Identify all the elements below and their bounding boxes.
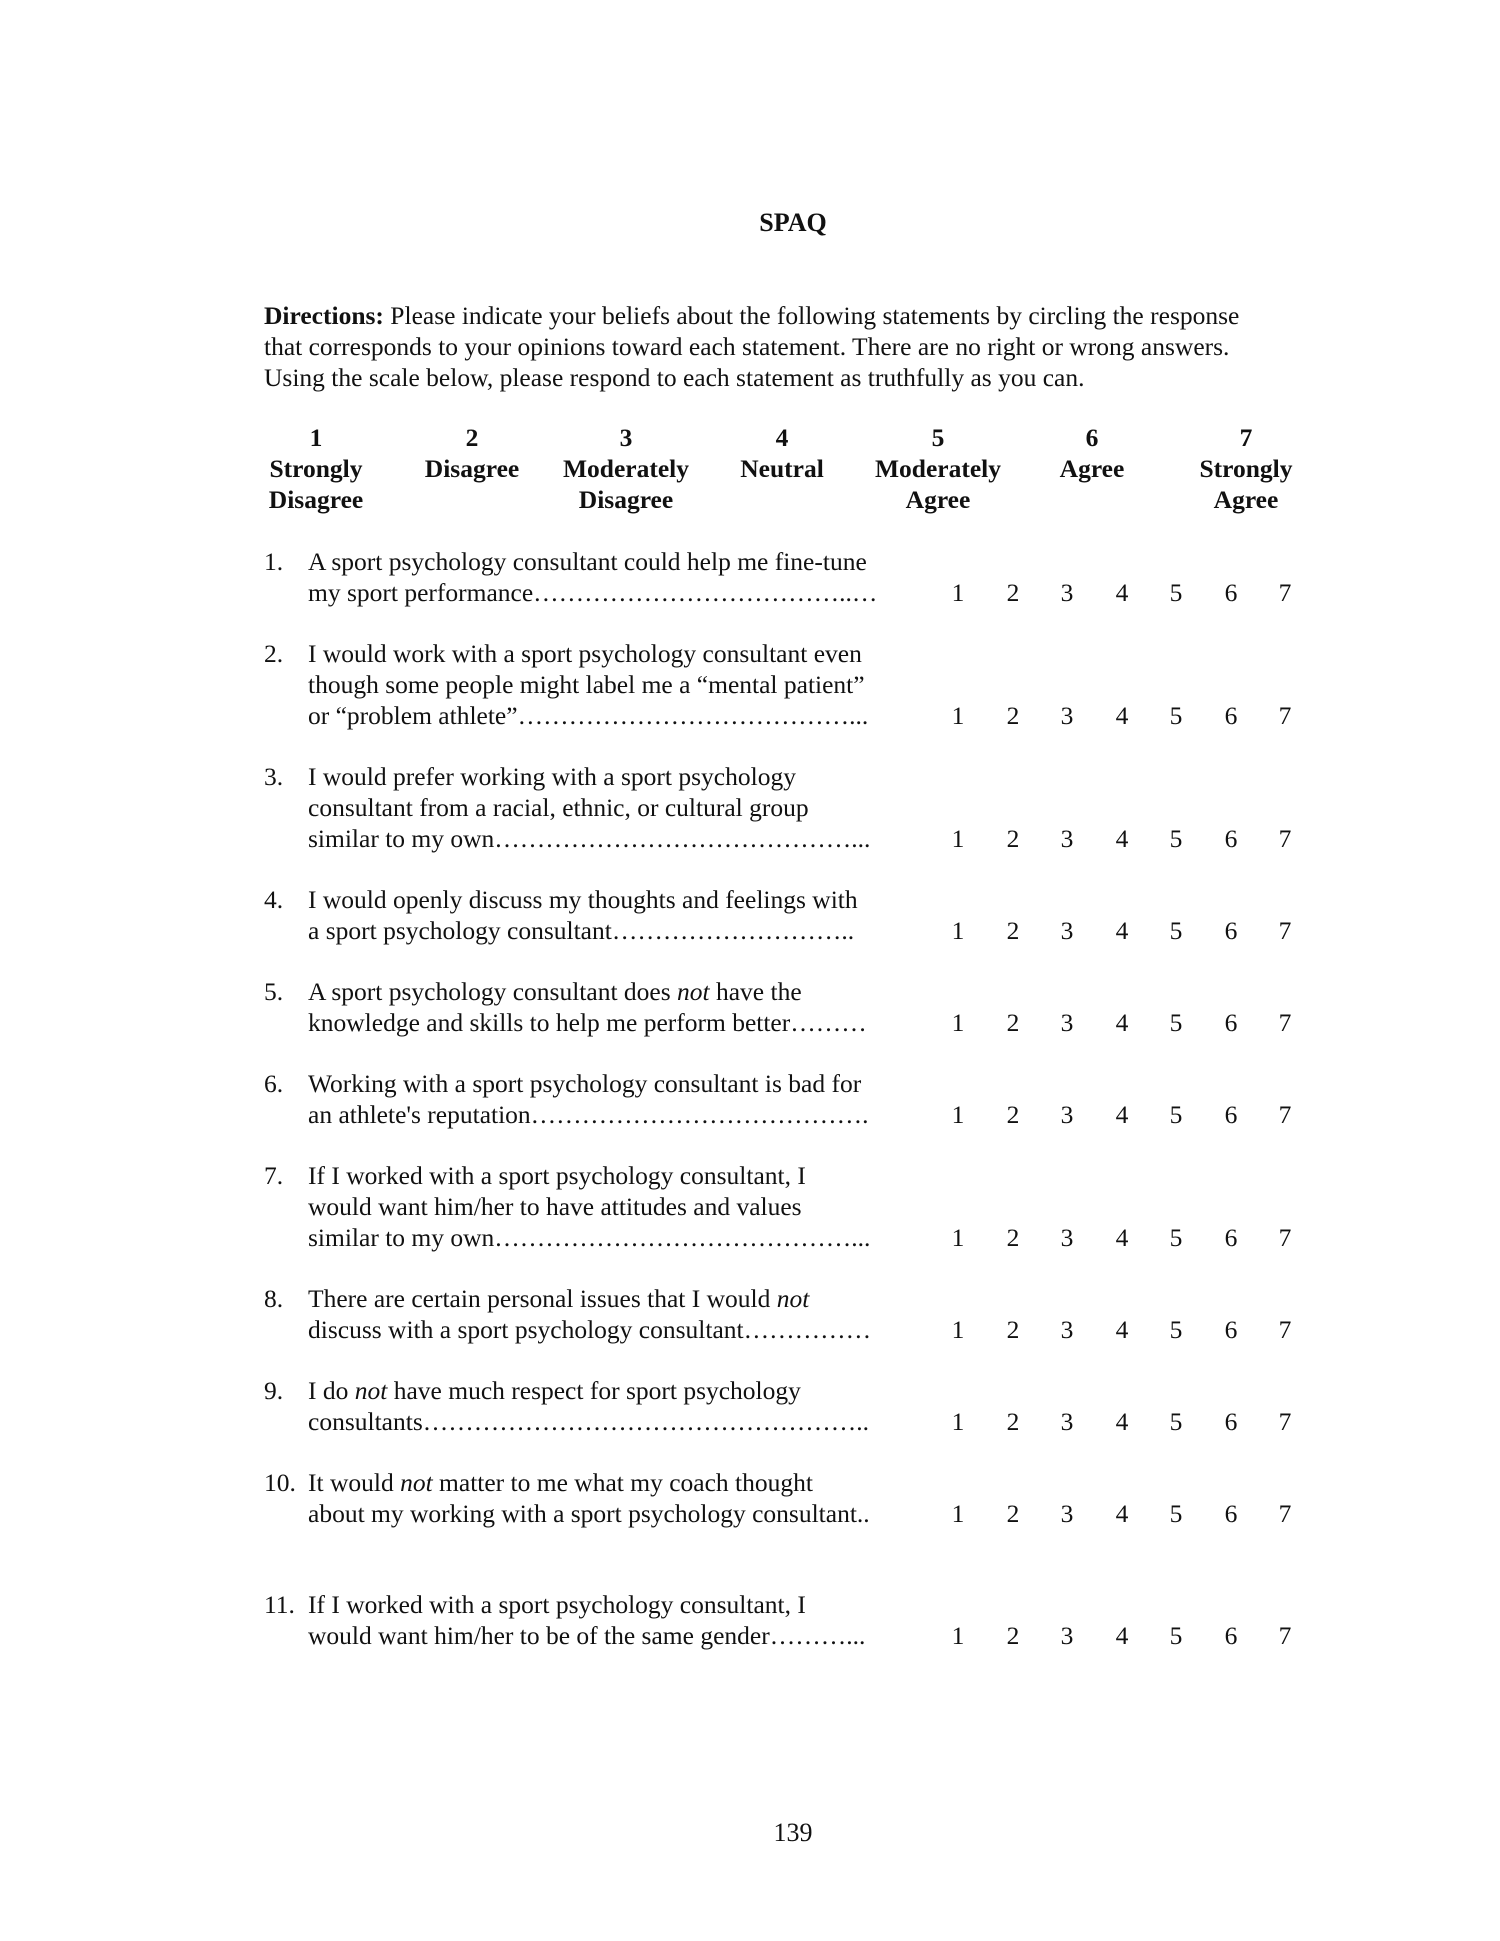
response-options xyxy=(264,700,1344,731)
scale-label: Agree xyxy=(1059,454,1125,483)
scale-label-2: Agree xyxy=(1213,485,1279,514)
response-option-3[interactable]: 3 xyxy=(1060,1499,1074,1528)
question-text-segment: discuss with a sport psychology consultant…………… xyxy=(308,1315,872,1344)
response-option-2[interactable]: 2 xyxy=(1006,701,1020,730)
question-item-7 xyxy=(264,1160,1344,1253)
response-option-4[interactable]: 4 xyxy=(1115,1008,1129,1037)
scale-point-5 xyxy=(875,422,1001,515)
response-option-3[interactable]: 3 xyxy=(1060,1008,1074,1037)
question-text-segment: A sport psychology consultant does xyxy=(308,977,678,1006)
response-option-6[interactable]: 6 xyxy=(1224,916,1238,945)
question-text-segment: I would prefer working with a sport psychology xyxy=(308,762,796,791)
response-options xyxy=(264,1099,1344,1130)
question-text-segment: have the xyxy=(709,977,802,1006)
response-option-7[interactable]: 7 xyxy=(1278,1407,1292,1436)
response-option-1[interactable]: 1 xyxy=(951,1407,965,1436)
response-option-6[interactable]: 6 xyxy=(1224,1407,1238,1436)
question-text-segment: consultant from a racial, ethnic, or cultural group xyxy=(308,793,809,822)
response-option-2[interactable]: 2 xyxy=(1006,1407,1020,1436)
question-number: 9. xyxy=(264,1376,284,1405)
question-text-segment: about my working with a sport psychology consultant.. xyxy=(308,1499,870,1528)
question-item-2 xyxy=(264,638,1344,731)
response-option-3[interactable]: 3 xyxy=(1060,578,1074,607)
scale-label: Moderately xyxy=(562,454,690,483)
question-text-segment: consultants…………………………………………….. xyxy=(308,1407,869,1436)
emphasis-not: not xyxy=(400,1468,433,1497)
response-option-3[interactable]: 3 xyxy=(1060,701,1074,730)
question-number: 1. xyxy=(264,547,284,576)
response-option-1[interactable]: 1 xyxy=(951,1100,965,1129)
question-item-3 xyxy=(264,761,1344,854)
question-item-5 xyxy=(264,976,1344,1038)
question-text-segment: If I worked with a sport psychology consultant, I xyxy=(308,1590,806,1619)
emphasis-not: not xyxy=(354,1376,388,1405)
response-option-5[interactable]: 5 xyxy=(1169,1315,1183,1344)
question-text-line xyxy=(308,1160,968,1191)
question-text-line xyxy=(308,669,968,700)
question-text-line xyxy=(308,792,968,823)
response-option-3[interactable]: 3 xyxy=(1060,1621,1074,1650)
response-option-5[interactable]: 5 xyxy=(1169,1100,1183,1129)
scale-label: Strongly xyxy=(1199,454,1293,483)
response-option-4[interactable]: 4 xyxy=(1115,578,1129,607)
response-option-7[interactable]: 7 xyxy=(1278,1008,1292,1037)
response-option-1[interactable]: 1 xyxy=(951,1499,965,1528)
scale-label: Moderately xyxy=(874,454,1002,483)
question-item-6 xyxy=(264,1068,1344,1130)
question-text-segment: my sport performance………………………………..… xyxy=(308,578,878,607)
response-option-3[interactable]: 3 xyxy=(1060,1100,1074,1129)
question-text-line xyxy=(308,638,968,669)
scale-label: Neutral xyxy=(740,454,824,483)
question-text-segment: or “problem athlete”…………………………………... xyxy=(308,701,869,730)
response-option-4[interactable]: 4 xyxy=(1115,701,1129,730)
question-number: 4. xyxy=(264,885,284,914)
scale-number: 4 xyxy=(775,423,789,452)
response-option-1[interactable]: 1 xyxy=(951,1008,965,1037)
question-text-line xyxy=(308,546,968,577)
response-option-3[interactable]: 3 xyxy=(1060,916,1074,945)
scale-number: 6 xyxy=(1085,423,1099,452)
response-option-4[interactable]: 4 xyxy=(1115,1499,1129,1528)
directions-label: Directions: xyxy=(264,301,384,330)
response-option-5[interactable]: 5 xyxy=(1169,824,1183,853)
question-text-segment: matter to me what my coach thought xyxy=(432,1468,813,1497)
response-option-2[interactable]: 2 xyxy=(1006,916,1020,945)
question-text-segment: I would openly discuss my thoughts and feelings with xyxy=(308,885,858,914)
response-option-6[interactable]: 6 xyxy=(1224,1499,1238,1528)
question-text-line xyxy=(308,976,968,1007)
question-item-1 xyxy=(264,546,1344,608)
scale-label-2: Disagree xyxy=(268,485,364,514)
question-number: 8. xyxy=(264,1284,284,1313)
response-option-2[interactable]: 2 xyxy=(1006,1315,1020,1344)
scale-point-7 xyxy=(1199,422,1292,515)
response-option-1[interactable]: 1 xyxy=(951,916,965,945)
question-number: 3. xyxy=(264,762,284,791)
response-option-6[interactable]: 6 xyxy=(1224,578,1238,607)
scale-point-3 xyxy=(563,422,689,515)
question-text-segment: would want him/her to have attitudes and values xyxy=(308,1192,802,1221)
question-text-segment: knowledge and skills to help me perform better……… xyxy=(308,1008,867,1037)
response-option-2[interactable]: 2 xyxy=(1006,1499,1020,1528)
response-option-7[interactable]: 7 xyxy=(1278,824,1292,853)
response-options xyxy=(264,915,1344,946)
response-option-6[interactable]: 6 xyxy=(1224,824,1238,853)
scale-label-2: Disagree xyxy=(578,485,674,514)
response-option-4[interactable]: 4 xyxy=(1115,1315,1129,1344)
emphasis-not: not xyxy=(677,977,710,1006)
question-text-line xyxy=(308,1375,968,1406)
question-number: 5. xyxy=(264,977,284,1006)
response-options xyxy=(264,1222,1344,1253)
question-item-11 xyxy=(264,1589,1344,1651)
question-number: 11. xyxy=(264,1590,295,1619)
question-text-line xyxy=(308,1467,968,1498)
response-option-2[interactable]: 2 xyxy=(1006,1100,1020,1129)
question-item-9 xyxy=(264,1375,1344,1437)
response-option-7[interactable]: 7 xyxy=(1278,1100,1292,1129)
response-option-4[interactable]: 4 xyxy=(1115,824,1129,853)
response-option-1[interactable]: 1 xyxy=(951,1315,965,1344)
question-text-segment: have much respect for sport psychology xyxy=(387,1376,801,1405)
question-text-segment: Working with a sport psychology consultant is bad for xyxy=(308,1069,862,1098)
response-option-3[interactable]: 3 xyxy=(1060,1407,1074,1436)
question-text-line xyxy=(308,761,968,792)
response-options xyxy=(264,823,1344,854)
question-text-segment: I do xyxy=(308,1376,355,1405)
scale-label-2 xyxy=(740,484,824,515)
scale-label-2 xyxy=(1060,484,1125,515)
response-option-5[interactable]: 5 xyxy=(1169,701,1183,730)
response-option-5[interactable]: 5 xyxy=(1169,1223,1183,1252)
response-option-4[interactable]: 4 xyxy=(1115,1223,1129,1252)
question-text-line xyxy=(308,1068,968,1099)
directions-line-3: Using the scale below, please respond to each statement as truthfully as you can. xyxy=(264,363,1085,392)
scale-label-2 xyxy=(425,484,519,515)
response-option-2[interactable]: 2 xyxy=(1006,1008,1020,1037)
response-options xyxy=(264,1620,1344,1651)
response-option-2[interactable]: 2 xyxy=(1006,824,1020,853)
question-text-segment: A sport psychology consultant could help me fine-tune xyxy=(308,547,867,576)
question-text-segment: If I worked with a sport psychology consultant, I xyxy=(308,1161,806,1190)
scale-number: 5 xyxy=(931,423,945,452)
response-option-5[interactable]: 5 xyxy=(1169,1621,1183,1650)
response-option-7[interactable]: 7 xyxy=(1278,1223,1292,1252)
question-text-line xyxy=(308,1283,968,1314)
question-text-segment: It would xyxy=(308,1468,401,1497)
question-text-segment: would want him/her to be of the same gender………... xyxy=(308,1621,866,1650)
scale-point-4 xyxy=(740,422,824,515)
response-option-3[interactable]: 3 xyxy=(1060,1315,1074,1344)
response-option-4[interactable]: 4 xyxy=(1115,1407,1129,1436)
response-option-3[interactable]: 3 xyxy=(1060,824,1074,853)
response-options xyxy=(264,1498,1344,1529)
response-option-5[interactable]: 5 xyxy=(1169,1499,1183,1528)
question-number: 2. xyxy=(264,639,284,668)
response-option-5[interactable]: 5 xyxy=(1169,1008,1183,1037)
scale-number: 1 xyxy=(309,423,323,452)
scale-label: Disagree xyxy=(424,454,520,483)
response-option-5[interactable]: 5 xyxy=(1169,916,1183,945)
question-text-line xyxy=(308,884,968,915)
response-option-7[interactable]: 7 xyxy=(1278,578,1292,607)
scale-label-2: Agree xyxy=(905,485,971,514)
response-option-6[interactable]: 6 xyxy=(1224,1223,1238,1252)
response-option-1[interactable]: 1 xyxy=(951,701,965,730)
response-option-7[interactable]: 7 xyxy=(1278,701,1292,730)
question-text-segment: similar to my own……………………………………... xyxy=(308,1223,871,1252)
response-option-6[interactable]: 6 xyxy=(1224,1100,1238,1129)
directions-line-2: that corresponds to your opinions toward each statement. There are no right or wrong answers. xyxy=(264,332,1230,361)
page-number: 139 xyxy=(773,1818,813,1847)
scale-label: Strongly xyxy=(269,454,363,483)
response-option-7[interactable]: 7 xyxy=(1278,1315,1292,1344)
response-options xyxy=(264,1314,1344,1345)
question-item-4 xyxy=(264,884,1344,946)
response-options xyxy=(264,1007,1344,1038)
question-text-segment: There are certain personal issues that I would xyxy=(308,1284,777,1313)
directions xyxy=(264,300,1314,393)
response-option-1[interactable]: 1 xyxy=(951,1223,965,1252)
rating-scale xyxy=(256,422,1326,532)
scale-number: 3 xyxy=(619,423,633,452)
question-number: 6. xyxy=(264,1069,284,1098)
scale-point-6 xyxy=(1060,422,1125,515)
question-number: 7. xyxy=(264,1161,284,1190)
question-text-line xyxy=(308,1589,968,1620)
emphasis-not: not xyxy=(776,1284,810,1313)
response-option-1[interactable]: 1 xyxy=(951,1621,965,1650)
question-text-segment: I would work with a sport psychology consultant even xyxy=(308,639,862,668)
response-option-6[interactable]: 6 xyxy=(1224,1008,1238,1037)
response-option-1[interactable]: 1 xyxy=(951,824,965,853)
response-option-4[interactable]: 4 xyxy=(1115,1621,1129,1650)
response-options xyxy=(264,1406,1344,1437)
response-option-2[interactable]: 2 xyxy=(1006,1223,1020,1252)
question-text-line xyxy=(308,1191,968,1222)
question-number: 10. xyxy=(264,1468,296,1497)
response-option-7[interactable]: 7 xyxy=(1278,1499,1292,1528)
scale-number: 2 xyxy=(465,423,479,452)
response-option-5[interactable]: 5 xyxy=(1169,1407,1183,1436)
scale-number: 7 xyxy=(1239,423,1253,452)
scale-point-2 xyxy=(425,422,519,515)
response-option-7[interactable]: 7 xyxy=(1278,916,1292,945)
question-text-segment: a sport psychology consultant……………………….. xyxy=(308,916,855,945)
response-option-3[interactable]: 3 xyxy=(1060,1223,1074,1252)
response-option-5[interactable]: 5 xyxy=(1169,578,1183,607)
response-option-6[interactable]: 6 xyxy=(1224,701,1238,730)
response-option-7[interactable]: 7 xyxy=(1278,1621,1292,1650)
question-text-segment: though some people might label me a “mental patient” xyxy=(308,670,865,699)
question-text-segment: similar to my own……………………………………... xyxy=(308,824,871,853)
response-option-2[interactable]: 2 xyxy=(1006,1621,1020,1650)
response-option-4[interactable]: 4 xyxy=(1115,916,1129,945)
response-option-4[interactable]: 4 xyxy=(1115,1100,1129,1129)
response-option-2[interactable]: 2 xyxy=(1006,578,1020,607)
question-item-8 xyxy=(264,1283,1344,1345)
scale-point-1 xyxy=(269,422,363,515)
directions-line-1: Please indicate your beliefs about the following statements by circling the response xyxy=(383,301,1240,330)
question-text-segment: an athlete's reputation…………………………………. xyxy=(308,1100,869,1129)
response-option-6[interactable]: 6 xyxy=(1224,1621,1238,1650)
page-title: SPAQ xyxy=(759,208,827,237)
response-option-6[interactable]: 6 xyxy=(1224,1315,1238,1344)
response-option-1[interactable]: 1 xyxy=(951,578,965,607)
response-options xyxy=(264,577,1344,608)
question-item-10 xyxy=(264,1467,1344,1529)
